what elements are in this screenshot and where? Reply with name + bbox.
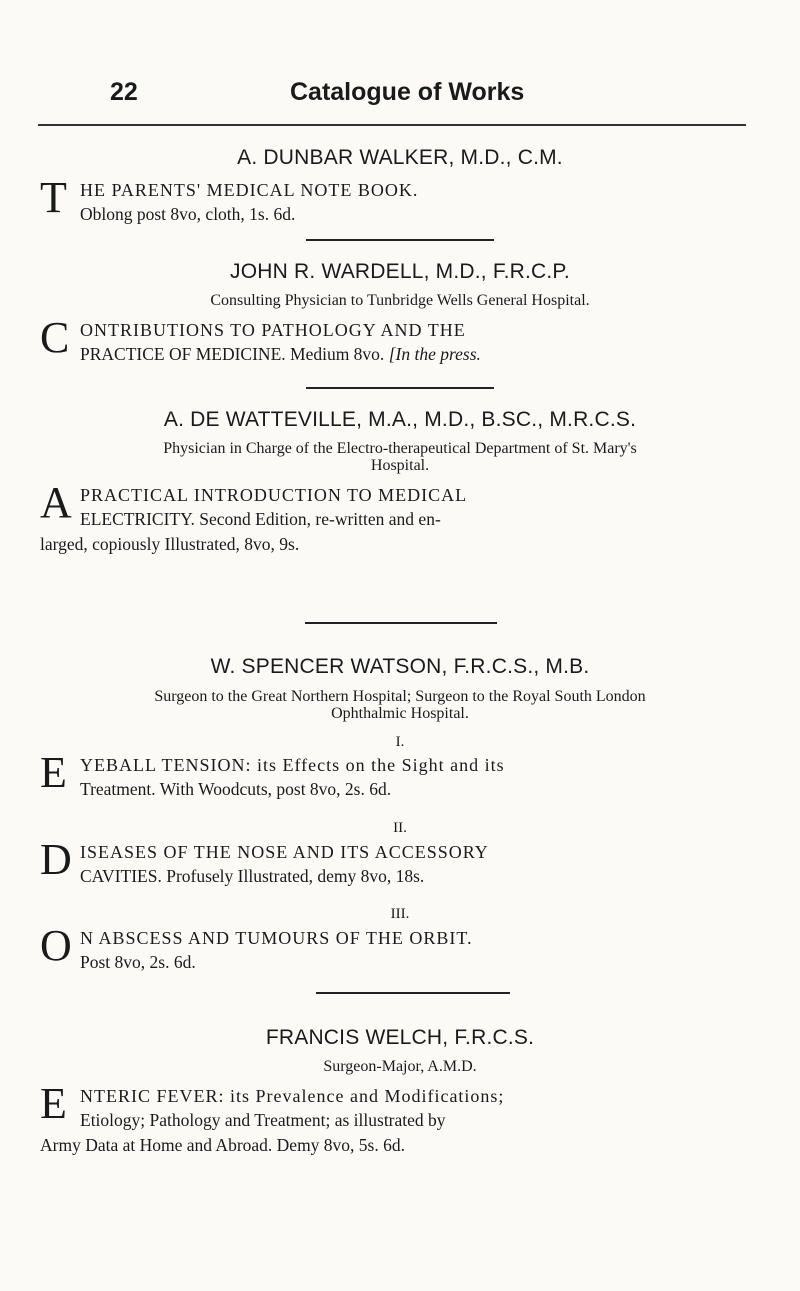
author-description: Ophthalmic Hospital.: [331, 705, 469, 722]
author-description: Physician in Charge of the Electro-therapeutical Department of St. Mary's: [163, 440, 637, 457]
drop-cap: C: [40, 313, 70, 362]
entry-numeral: III.: [390, 906, 410, 922]
author-description: Surgeon to the Great Northern Hospital; Surgeon to the Royal South London: [154, 688, 646, 705]
section-rule: [306, 239, 494, 241]
header-rule: [38, 124, 746, 126]
entry-title: PRACTICAL INTRODUCTION TO MEDICAL: [80, 485, 468, 505]
entry-details: Army Data at Home and Abroad. Demy 8vo, 5s. 6d.: [40, 1135, 405, 1155]
entry-details: PRACTICE OF MEDICINE. Medium 8vo.: [80, 344, 385, 364]
entry-title: YEBALL TENSION: its Effects on the Sight and its: [80, 755, 505, 775]
author-description: Hospital.: [370, 457, 430, 474]
author-description: Surgeon-Major, A.M.D.: [323, 1058, 477, 1075]
author-heading: FRANCIS WELCH, F.R.C.S.: [265, 1026, 535, 1049]
running-title: Catalogue of Works: [290, 78, 525, 106]
section-rule: [316, 992, 510, 994]
drop-cap: E: [40, 1079, 67, 1128]
entry-numeral: II.: [393, 820, 407, 836]
author-description: Consulting Physician to Tunbridge Wells General Hospital.: [210, 292, 590, 309]
section-rule: [305, 622, 497, 624]
entry-details: Oblong post 8vo, cloth, 1s. 6d.: [80, 204, 296, 224]
author-heading: A. DUNBAR WALKER, M.D., C.M.: [237, 146, 563, 169]
press-note: [In the press.: [388, 344, 481, 364]
entry-title: ONTRIBUTIONS TO PATHOLOGY AND THE: [80, 320, 466, 340]
entry-details: larged, copiously Illustrated, 8vo, 9s.: [40, 534, 300, 554]
entry-details: Treatment. With Woodcuts, post 8vo, 2s. 6d.: [80, 779, 392, 799]
author-heading: A. DE WATTEVILLE, M.A., M.D., B.SC., M.R.C.S.: [163, 408, 637, 431]
entry-title: HE PARENTS' MEDICAL NOTE BOOK.: [80, 180, 419, 200]
drop-cap: T: [40, 173, 67, 222]
author-heading: JOHN R. WARDELL, M.D., F.R.C.P.: [230, 260, 570, 283]
drop-cap: D: [40, 835, 72, 884]
drop-cap: O: [40, 921, 72, 970]
entry-details: ELECTRICITY. Second Edition, re-written and en-: [80, 509, 441, 529]
entry-title: N ABSCESS AND TUMOURS OF THE ORBIT.: [80, 928, 473, 948]
entry-details: Post 8vo, 2s. 6d.: [80, 952, 196, 972]
drop-cap: A: [40, 478, 72, 527]
page-header: [110, 78, 740, 118]
entry-details: Etiology; Pathology and Treatment; as illustrated by: [80, 1110, 446, 1130]
entry-title: ISEASES OF THE NOSE AND ITS ACCESSORY: [80, 842, 489, 862]
entry-title: NTERIC FEVER: its Prevalence and Modifications;: [80, 1086, 505, 1106]
entry-numeral: I.: [395, 734, 405, 750]
drop-cap: E: [40, 748, 67, 797]
author-heading: W. SPENCER WATSON, F.R.C.S., M.B.: [210, 655, 590, 678]
section-rule: [306, 387, 494, 389]
entry-details: CAVITIES. Profusely Illustrated, demy 8vo, 18s.: [80, 866, 425, 886]
page-number: 22: [110, 78, 138, 106]
